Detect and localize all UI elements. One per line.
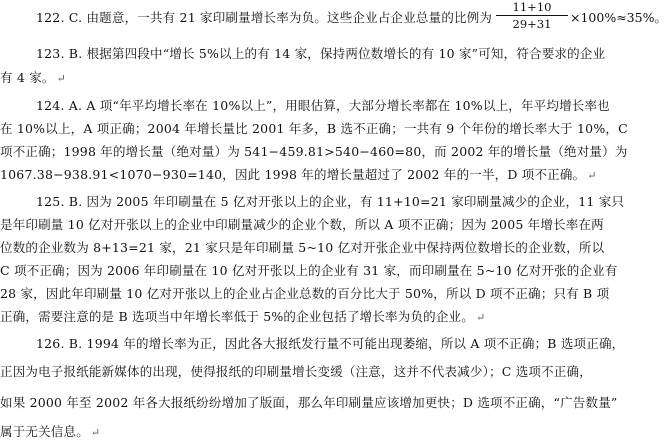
fraction	[496, 0, 568, 31]
item-126-line-3: 如果 2000 年至 2002 年各大报纸纷纷增加了版面，那么年印刷量应该增加更快；D 选项不正确，“广告数量”	[0, 395, 618, 410]
item-124-line-2: 在 10%以上，A 项正确；2004 年增长量比 2001 年多，B 选不正确；一共有 9 个年份的增长率大于 10%，C	[0, 121, 628, 136]
item-126-line-1: 126. B. 1994 年的增长率为正，因此各大报纸发行量不可能出现萎缩，所以 A 项不正确；B 选项正确，	[36, 336, 625, 351]
item-126-line-2: 正因为电子报纸能新媒体的出现，使得报纸的印刷量增长变缓（注意，这并不代表减少）；C 选项不正确，	[0, 364, 592, 379]
fraction-denominator: 29+31	[512, 17, 552, 31]
item-123-line-2: 有 4 家。 ↵	[0, 70, 67, 85]
item-123-line-1: 123. B. 根据第四段中“增长 5%以上的有 14 家，保持两位数增长的有 10 家”可知，符合要求的企业	[36, 46, 606, 61]
item-125-line-5: 28 家，因此年印刷量 10 亿对开张以上的企业占企业总数的百分比大于 50%，所以 D 项不正确；只有 B 项	[0, 286, 610, 301]
item-124-line-3: 项不正确；1998 年的增长量（绝对量）为 541−459.81>540−460=80，而 2002 年的增长量（绝对量）为	[0, 144, 628, 159]
formula-tail: ×100%≈35%。	[570, 10, 667, 25]
item-122-line-1: 122. C. 由题意，一共有 21 家印刷量增长率为负。这些企业占企业总量的比例为	[36, 10, 493, 25]
item-126-line-4: 属于无关信息。 ↵	[0, 424, 101, 439]
item-125-line-6: 正确，需要注意的是 B 选项当中年增长率低于 5%的企业包括了增长率为负的企业。 ↵	[0, 309, 486, 324]
item-125-line-4: C 项不正确；因为 2006 年印刷量在 10 亿对开张以上的企业有 31 家，而印刷量在 5~10 亿对开张的企业有	[0, 263, 618, 278]
item-124-line-4: 1067.38−938.91<1070−930=140，因此 1998 年的增长量超过了 2002 年的一半，D 项不正确。 ↵	[0, 167, 597, 182]
item-124-line-1: 124. A. A 项“年平均增长率在 10%以上”，用眼估算，大部分增长率都在 10%以上，年平均增长率也	[36, 98, 610, 113]
fraction-numerator: 11+10	[496, 0, 568, 16]
item-125-line-3: 位数的企业数为 8+13=21 家，21 家只是年印刷量 5~10 亿对开张企业中保持两位数增长的企业数，所以	[0, 240, 605, 255]
item-125-line-1: 125. B. 因为 2005 年印刷量在 5 亿对开张以上的企业，有 11+10=21 家印刷量减少的企业，11 家只	[36, 194, 625, 209]
item-125-line-2: 是年印刷量 10 亿对开张以上的企业中印刷量减少的企业个数，所以 A 项不正确；因为 2005 年增长率在两	[0, 217, 604, 232]
